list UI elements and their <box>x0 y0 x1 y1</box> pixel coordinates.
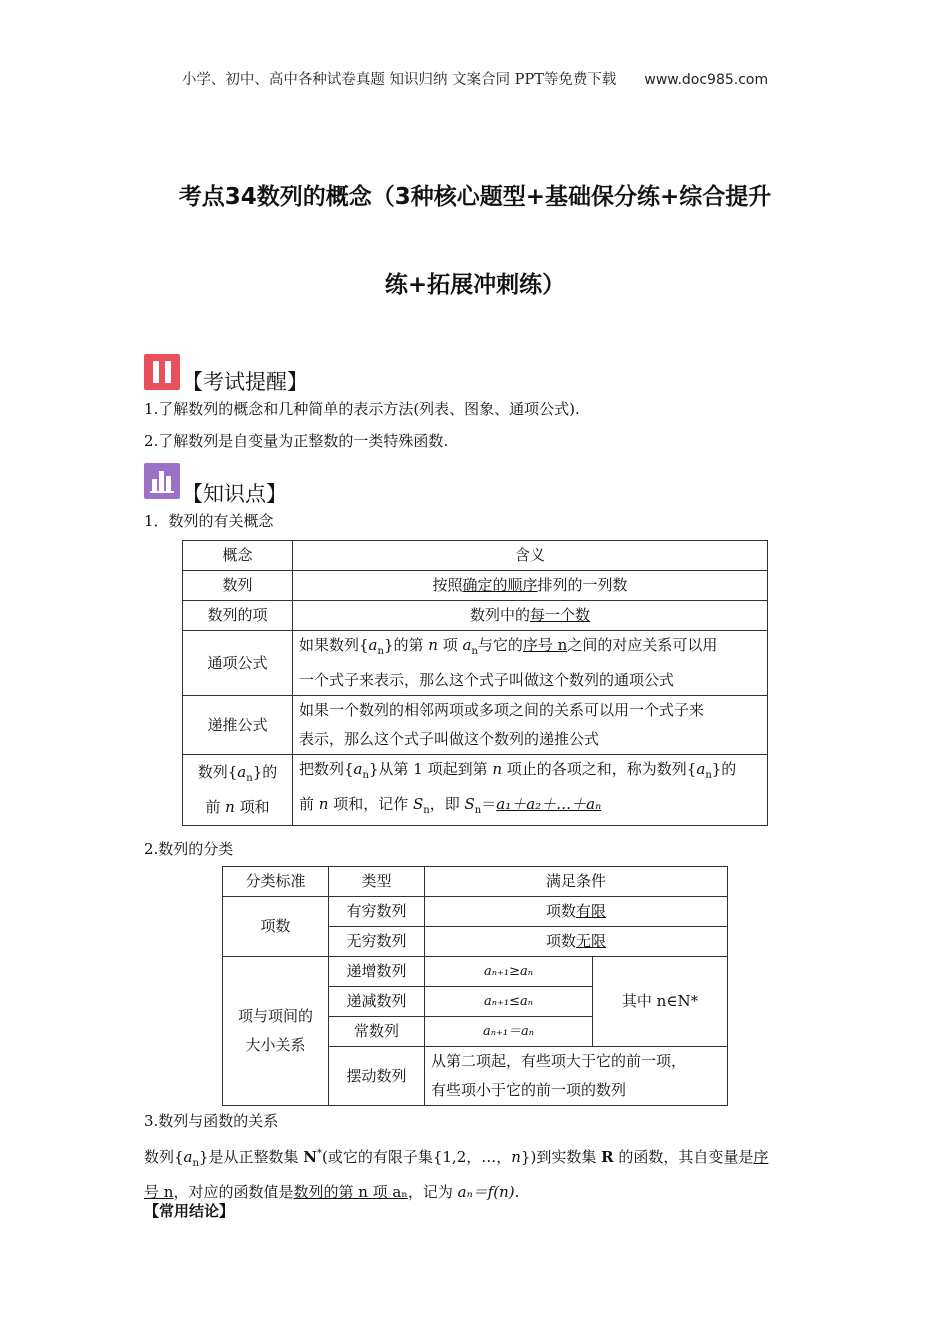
table-cell: 递推公式 <box>183 696 293 755</box>
function-relation-paragraph <box>144 1140 814 1206</box>
text: })到实数集 <box>520 1148 602 1166</box>
table-cell <box>293 631 768 696</box>
table-header: 类型 <box>329 867 425 897</box>
math-sub: n <box>705 770 712 781</box>
exam-item-2: 2.了解数列是自变量为正整数的一类特殊函数. <box>144 432 449 450</box>
exam-section-heading: 【考试提醒】 <box>182 370 308 394</box>
table-cell: aₙ₊₁≥aₙ <box>425 957 593 987</box>
text: 之间的对应关系可以用 <box>567 636 718 654</box>
table-cell <box>293 696 768 755</box>
table-cell <box>425 897 728 927</box>
exam-item-1: 1.了解数列的概念和几种简单的表示方法(列表、图象、通项公式). <box>144 400 580 418</box>
math-var: a <box>462 636 472 654</box>
text: 数列{ <box>144 1148 184 1166</box>
table-header: 满足条件 <box>425 867 728 897</box>
table-row <box>183 755 768 826</box>
text: 前 <box>299 795 319 813</box>
text: }从第 1 项起到第 <box>368 760 493 778</box>
math-var: n <box>318 795 329 813</box>
underlined-formula: a₁＋a₂＋…＋aₙ <box>496 795 602 813</box>
table-cell: 递增数列 <box>329 957 425 987</box>
page-title-line2: 练+拓展冲刺练） <box>384 272 566 298</box>
table-cell <box>293 755 768 826</box>
text: 项数 <box>545 932 576 950</box>
table-cell <box>293 601 768 631</box>
text: 从第二项起，有些项大于它的前一项， <box>431 1052 687 1070</box>
text: 项数 <box>545 902 576 920</box>
underlined-text: 数列的第 n 项 aₙ <box>293 1183 408 1201</box>
table-row <box>223 957 728 987</box>
table-cell <box>425 1047 728 1106</box>
table-cell: 数列的项 <box>183 601 293 631</box>
subsection-2-title: 2.数列的分类 <box>144 840 234 858</box>
text: }的 <box>711 760 737 778</box>
text: 表示，那么这个式子叫做这个数列的递推公式 <box>299 730 600 748</box>
text: 一个式子来表示，那么这个式子叫做这个数列的通项公式 <box>299 671 675 689</box>
table-cell: 数列 <box>183 571 293 601</box>
table-cell <box>293 571 768 601</box>
table-cell <box>223 957 329 1106</box>
text: 如果数列{ <box>299 636 369 654</box>
text: (或它的有限子集{1,2，…， <box>321 1148 512 1166</box>
underlined-text: 每一个数 <box>530 606 591 624</box>
math-sup: * <box>316 1148 322 1159</box>
text: }的 <box>252 763 278 781</box>
text: ，对应的函数值是 <box>173 1183 294 1201</box>
table-cell <box>183 755 293 826</box>
underlined-text: 序 <box>753 1148 769 1166</box>
text: 的函数，其自变量是 <box>613 1148 754 1166</box>
text: 项和 <box>234 798 270 816</box>
classification-table <box>222 866 728 1106</box>
text: 如果一个数列的相邻两项或多项之间的关系可以用一个式子来 <box>299 701 705 719</box>
math-var: n <box>511 1148 521 1166</box>
table-header: 概念 <box>183 541 293 571</box>
text: }是从正整数集 <box>198 1148 304 1166</box>
common-conclusions-heading: 【常用结论】 <box>144 1202 235 1220</box>
table-row <box>183 541 768 571</box>
math-var: a <box>696 760 706 778</box>
math-var: n <box>492 760 503 778</box>
pause-icon <box>144 354 180 390</box>
math-var: a <box>237 763 247 781</box>
math-var: a <box>368 636 378 654</box>
text: ＝ <box>481 795 497 813</box>
math-set: N <box>303 1148 317 1166</box>
text: ，记为 <box>407 1183 458 1201</box>
table-row <box>223 867 728 897</box>
text: 排列的一列数 <box>537 576 628 594</box>
text: 数列中的 <box>469 606 530 624</box>
text: . <box>514 1183 520 1201</box>
table-cell: 项数 <box>223 897 329 957</box>
subsection-3-title: 3.数列与函数的关系 <box>144 1112 279 1130</box>
underlined-text: 有限 <box>576 902 607 920</box>
bar-chart-icon <box>144 463 180 499</box>
header-text: 小学、初中、高中各种试卷真题 知识归纳 文案合同 PPT等免费下载 <box>181 72 617 88</box>
table-cell: 常数列 <box>329 1017 425 1047</box>
table-row <box>183 696 768 755</box>
table-row <box>223 897 728 927</box>
table-header: 含义 <box>293 541 768 571</box>
math-sub: n <box>471 646 478 657</box>
table-row <box>183 601 768 631</box>
table-cell: 通项公式 <box>183 631 293 696</box>
text: 项与项间的 <box>237 1007 313 1025</box>
table-cell <box>425 927 728 957</box>
text: 前 <box>205 798 226 816</box>
math-var: a <box>183 1148 193 1166</box>
table-cell: 有穷数列 <box>329 897 425 927</box>
text: 按照 <box>432 576 463 594</box>
text: 数列{ <box>197 763 238 781</box>
text: 把数列{ <box>299 760 354 778</box>
table-cell: 递减数列 <box>329 987 425 1017</box>
table-cell: aₙ₊₁＝aₙ <box>425 1017 593 1047</box>
math-sub: n <box>362 770 369 781</box>
math-sub: n <box>246 773 253 784</box>
table-row <box>183 631 768 696</box>
knowledge-section-heading: 【知识点】 <box>182 482 287 506</box>
math-sub: n <box>423 805 430 816</box>
subsection-1-title: 1．数列的有关概念 <box>144 512 274 530</box>
math-formula: aₙ＝f(n) <box>457 1183 515 1201</box>
math-var: n <box>428 636 438 654</box>
math-sub: n <box>377 646 384 657</box>
text: 项止的各项之和，称为数列{ <box>502 760 697 778</box>
text: 大小关系 <box>245 1036 306 1054</box>
text: 项 <box>437 636 463 654</box>
math-sub: n <box>474 805 482 816</box>
underlined-text: 号 n <box>144 1183 174 1201</box>
table-row <box>183 571 768 601</box>
math-var: S <box>413 795 424 813</box>
underlined-text: 确定的顺序 <box>462 576 538 594</box>
math-var: S <box>464 795 475 813</box>
table-cell: 无穷数列 <box>329 927 425 957</box>
math-var: n <box>225 798 235 816</box>
text: 项和，记作 <box>328 795 413 813</box>
table-cell: 摆动数列 <box>329 1047 425 1106</box>
underlined-text: 序号 n <box>522 636 568 654</box>
text: ，即 <box>429 795 465 813</box>
concept-table <box>182 540 768 826</box>
header-site-link[interactable]: www.doc985.com <box>644 72 769 88</box>
text: }的第 <box>383 636 429 654</box>
math-var: a <box>353 760 363 778</box>
underlined-text: 无限 <box>576 932 607 950</box>
page-header <box>0 68 950 89</box>
text: 有些项小于它的前一项的数列 <box>431 1081 627 1099</box>
text: 与它的 <box>477 636 523 654</box>
table-header: 分类标准 <box>223 867 329 897</box>
math-set: R <box>601 1148 614 1166</box>
table-cell: aₙ₊₁≤aₙ <box>425 987 593 1017</box>
page-title-line1: 考点34数列的概念（3种核心题型+基础保分练+综合提升 <box>178 184 772 210</box>
table-cell: 其中 n∈N* <box>593 957 728 1047</box>
math-sub: n <box>192 1158 199 1169</box>
